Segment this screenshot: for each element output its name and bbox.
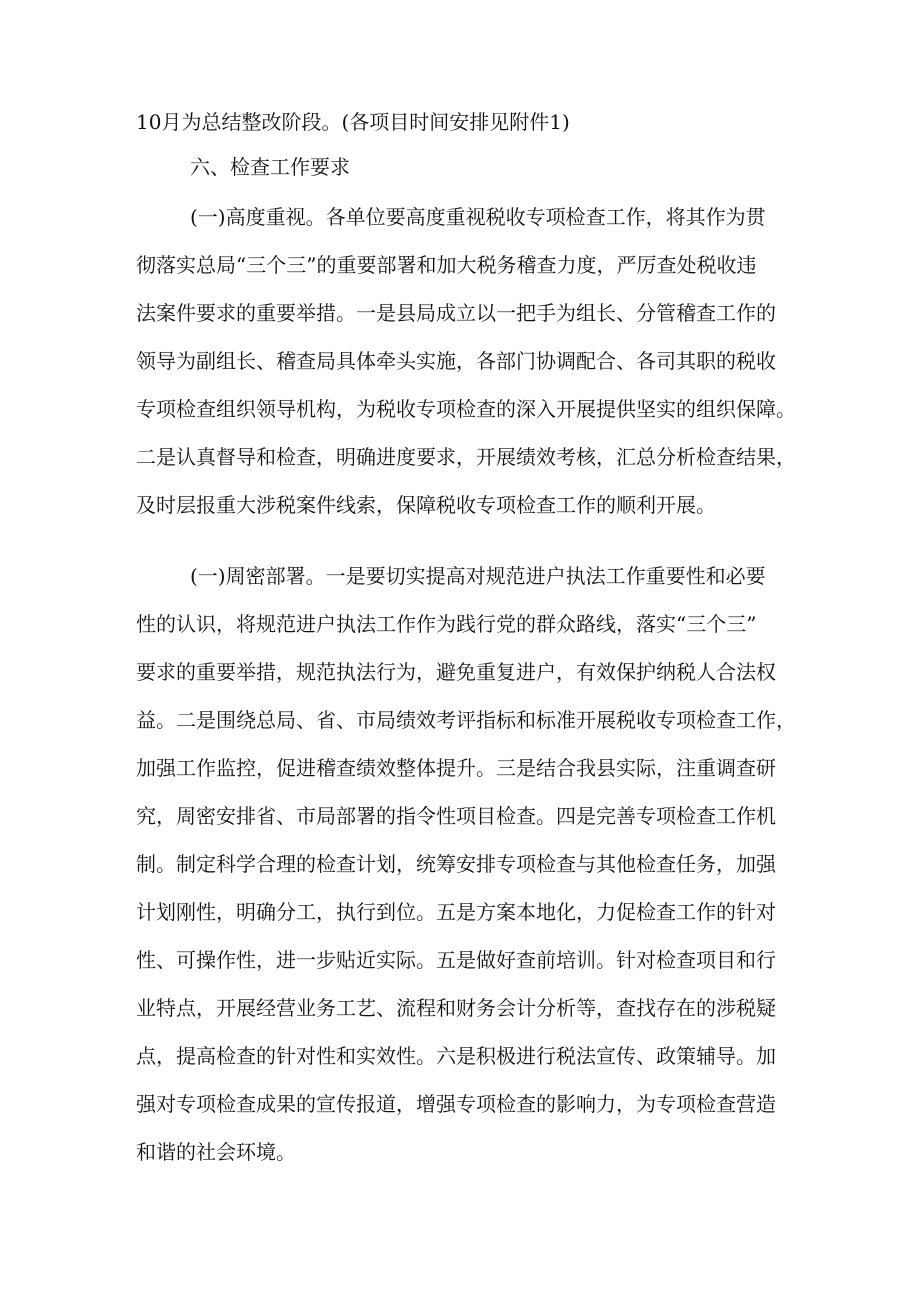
paragraph-line: 及时层报重大涉税案件线索，保障税收专项检查工作的顺利开展。 [136,493,716,517]
paragraph-line: 究，周密安排省、市局部署的指令性项目检查。四是完善专项检查工作机 [136,804,776,828]
paragraph-line: 性的认识，将规范进户执法工作作为践行党的群众路线，落实“三个三” [136,612,757,636]
paragraph-line: 性、可操作性，进一步贴近实际。五是做好查前培训。针对检查项目和行 [136,948,776,972]
paragraph-line: 计划刚性，明确分工，执行到位。五是方案本地化，力促检查工作的针对 [136,900,776,924]
paragraph-line: 业特点，开展经营业务工艺、流程和财务会计分析等，查找存在的涉税疑 [136,996,776,1020]
text-line: 10月为总结整改阶段。(各项目时间安排见附件1) [136,110,570,134]
paragraph-line: 专项检查组织领导机构，为税收专项检查的深入开展提供坚实的组织保障。 [136,397,796,421]
paragraph-line: 益。二是围绕总局、省、市局绩效考评指标和标准开展税收专项检查工作， [136,708,796,732]
paragraph-line: 加强工作监控，促进稽查绩效整体提升。三是结合我县实际，注重调查研 [136,756,776,780]
paragraph-line: (一)高度重视。各单位要高度重视税收专项检查工作，将其作为贯 [190,205,766,229]
paragraph-line: 二是认真督导和检查，明确进度要求，开展绩效考核，汇总分析检查结果， [136,445,796,469]
paragraph-line: 和谐的社会环境。 [136,1140,296,1164]
paragraph-line: 法案件要求的重要举措。一是县局成立以一把手为组长、分管稽查工作的 [136,301,776,325]
paragraph-line: 彻落实总局“三个三”的重要部署和加大税务稽查力度，严厉查处税收违 [136,253,757,277]
section-heading: 六、检查工作要求 [190,155,350,179]
paragraph-line: 制。制定科学合理的检查计划，统筹安排专项检查与其他检查任务，加强 [136,852,776,876]
paragraph-line: (一)周密部署。一是要切实提高对规范进户执法工作重要性和必要 [190,564,766,588]
paragraph-line: 强对专项检查成果的宣传报道，增强专项检查的影响力，为专项检查营造 [136,1092,776,1116]
paragraph-line: 领导为副组长、稽查局具体牵头实施，各部门协调配合、各司其职的税收 [136,349,776,373]
paragraph-line: 要求的重要举措，规范执法行为，避免重复进户，有效保护纳税人合法权 [136,660,776,684]
paragraph-line: 点，提高检查的针对性和实效性。六是积极进行税法宣传、政策辅导。加 [136,1044,776,1068]
